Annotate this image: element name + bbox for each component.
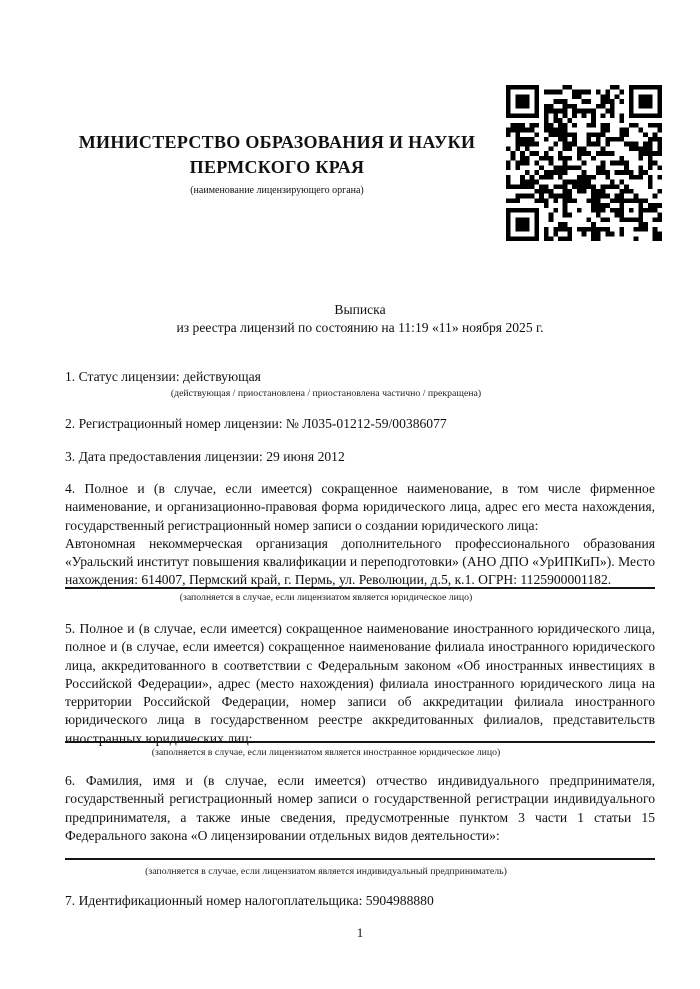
item-4-question: 4. Полное и (в случае, если имеется) сокращенное наименование, в том числе фирменное наименование, и организационно-правовая форма юридического лица, адрес его места нахождения, государственный регистрационный номер записи о создании юридического лица: <box>65 481 655 533</box>
qr-code <box>506 85 662 241</box>
item-1-license-status: 1. Статус лицензии: действующая <box>65 369 261 384</box>
item-6-fill-line <box>65 858 655 860</box>
document-title-line1: Выписка <box>334 302 386 317</box>
item-5-question: 5. Полное и (в случае, если имеется) сокращенное наименование иностранного юридического лица, полное и (в случае, если имеется) сокращенное наименование филиала иностранного юридического лица, аккредитованного в соответствии с Федеральным законом «Об иностранных инвестициях в Российской Федерации», адрес (место нахождения) филиала иностранного юридического лица на территории Российской Федерации, номер записи об аккредитации филиала иностранного юридического лица в государственном реестре аккредитованных филиалов, представительств иностранных юридических лиц: <box>65 621 655 746</box>
item-6-question: 6. Фамилия, имя и (в случае, если имеется) отчество индивидуального предпринимателя, государственный регистрационный номер записи о государственной регистрации индивидуального предпринимателя, а также иные сведения, предусмотренные пунктом 3 части 1 статьи 15 Федерального закона «О лицензировании отдельных видов деятельности»: <box>65 773 655 843</box>
ministry-name-line1: МИНИСТЕРСТВО ОБРАЗОВАНИЯ И НАУКИ <box>78 132 476 152</box>
item-5-fill-line <box>65 741 655 743</box>
item-6-individual-entrepreneur <box>65 772 655 845</box>
qr-code-image <box>506 85 662 241</box>
item-1-caption: (действующая / приостановлена / приостановлена частично / прекращена) <box>170 388 482 399</box>
ministry-name-line2: ПЕРМСКОГО КРАЯ <box>189 157 365 177</box>
document-title <box>65 301 655 337</box>
licensing-authority-header <box>65 130 489 197</box>
item-7-taxpayer-number: 7. Идентификационный номер налогоплательщика: 5904988880 <box>65 893 434 908</box>
item-4-fill-line <box>65 587 655 589</box>
item-2-registration-number: 2. Регистрационный номер лицензии: № Л035-01212-59/00386077 <box>65 416 447 431</box>
item-4-answer: Автономная некоммерческая организация дополнительного профессионального образования «Уральский институт повышения квалификации и переподготовки» (АНО ДПО «УрИПКиП»). Место нахождения: 614007, Пермский край, г. Пермь, ул. Революции, д.5, к.1. ОГРН: 1125900001182. <box>65 535 655 588</box>
item-3-license-date: 3. Дата предоставления лицензии: 29 июня 2012 <box>65 449 345 464</box>
item-6-caption: (заполняется в случае, если лицензиатом является индивидуальный предприниматель) <box>145 866 507 877</box>
item-5-caption: (заполняется в случае, если лицензиатом является иностранное юридическое лицо) <box>151 747 501 758</box>
licensing-authority-caption: (наименование лицензирующего органа) <box>190 185 364 196</box>
item-4-caption: (заполняется в случае, если лицензиатом является юридическое лицо) <box>179 592 473 603</box>
item-5-foreign-entity <box>65 620 655 748</box>
item-4-legal-entity <box>65 480 655 590</box>
page-number: 1 <box>356 925 364 940</box>
document-title-line2: из реестра лицензий по состоянию на 11:19 «11» ноября 2025 г. <box>176 320 544 335</box>
